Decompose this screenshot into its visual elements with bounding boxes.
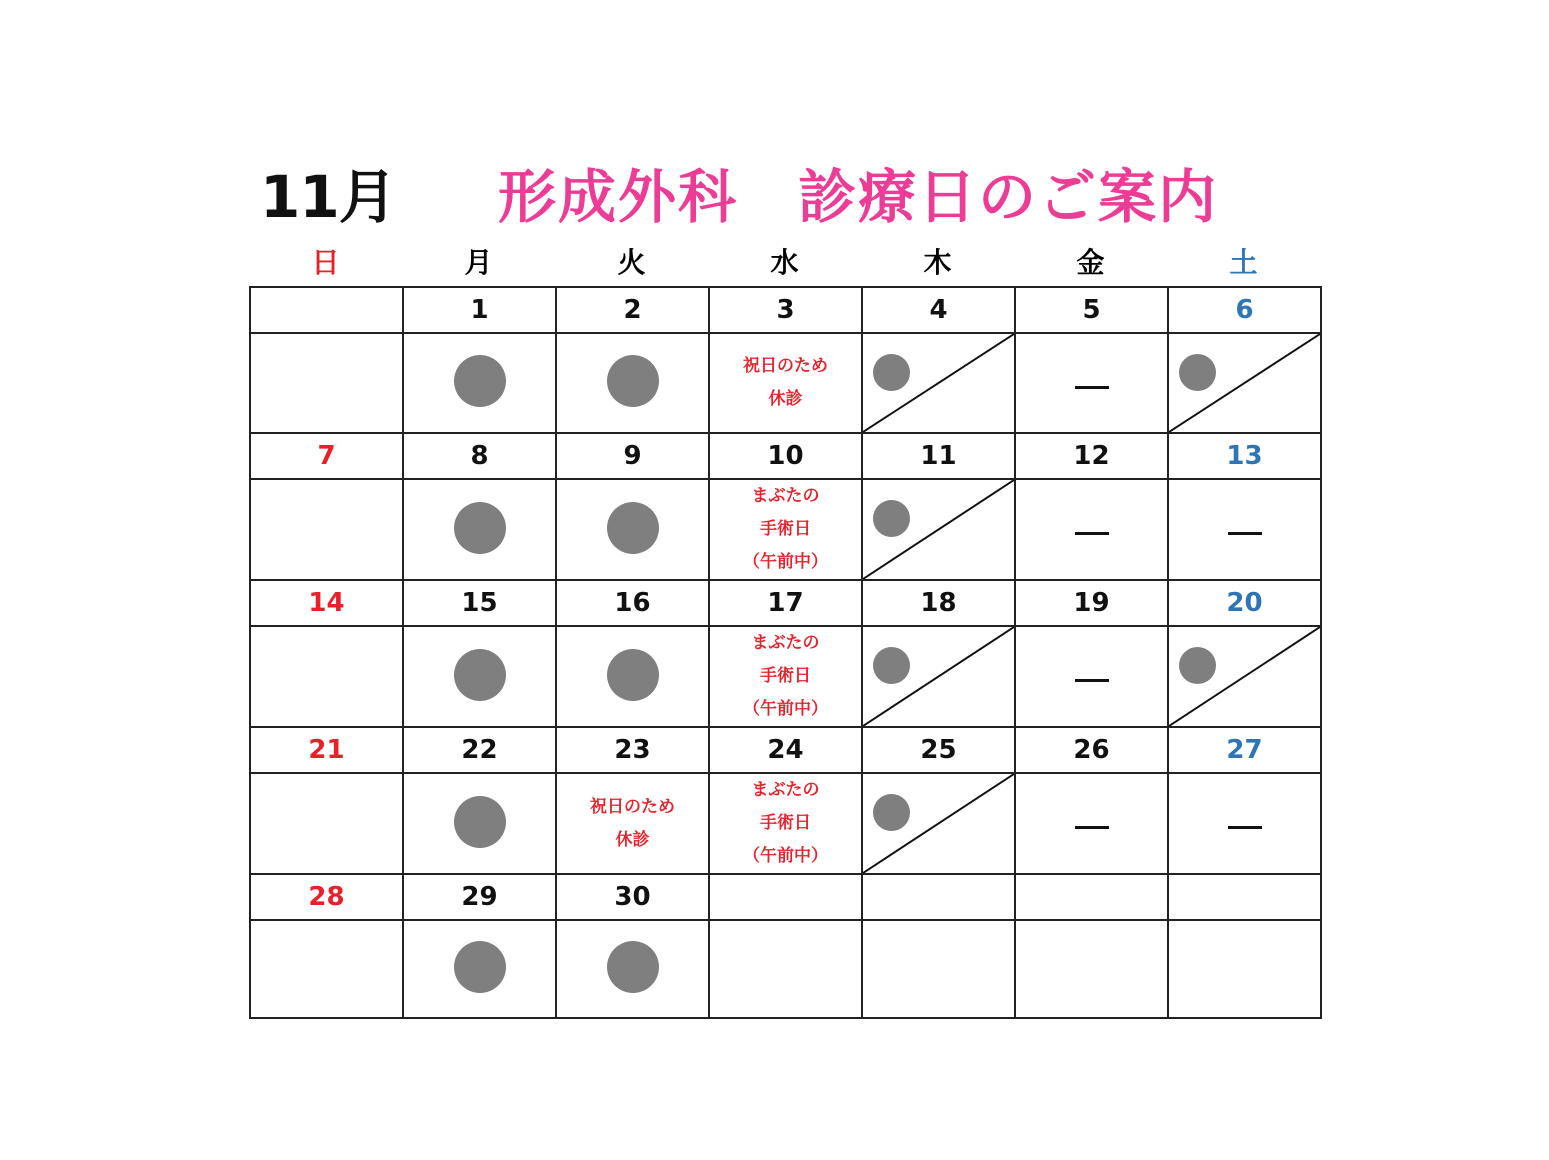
status-cell xyxy=(556,773,709,874)
full-day-circle-icon xyxy=(454,941,506,993)
month-title: 11月 xyxy=(260,163,396,231)
date-cell: 3 xyxy=(709,287,862,333)
status-cell xyxy=(403,773,556,874)
status-cell xyxy=(862,626,1015,727)
date-cell: 28 xyxy=(250,874,403,920)
date-cell: 19 xyxy=(1015,580,1168,626)
status-cell xyxy=(1168,773,1321,874)
weekday-thu: 木 xyxy=(923,246,952,279)
date-cell: 18 xyxy=(862,580,1015,626)
status-row xyxy=(250,333,1321,433)
status-cell xyxy=(556,920,709,1018)
closure-note: まぶたの 手術日 （午前中） xyxy=(743,780,828,866)
status-cell xyxy=(862,920,1015,1018)
full-day-circle-icon xyxy=(607,649,659,701)
status-cell xyxy=(1168,626,1321,727)
status-row xyxy=(250,920,1321,1018)
date-cell: 23 xyxy=(556,727,709,773)
status-cell xyxy=(862,479,1015,580)
status-cell xyxy=(1015,920,1168,1018)
half-day-circle-icon xyxy=(1179,354,1216,391)
date-cell: 20 xyxy=(1168,580,1321,626)
date-cell: 25 xyxy=(862,727,1015,773)
date-cell xyxy=(1168,874,1321,920)
half-day-circle-icon xyxy=(1179,647,1216,684)
status-cell xyxy=(556,626,709,727)
closed-dash-icon xyxy=(1228,826,1262,829)
status-cell xyxy=(709,773,862,874)
status-cell xyxy=(403,920,556,1018)
full-day-circle-icon xyxy=(454,649,506,701)
status-cell xyxy=(250,626,403,727)
status-cell xyxy=(1015,479,1168,580)
date-cell: 14 xyxy=(250,580,403,626)
closed-dash-icon xyxy=(1075,679,1109,682)
full-day-circle-icon xyxy=(607,941,659,993)
status-cell xyxy=(1168,479,1321,580)
closure-note: 祝日のため 休診 xyxy=(590,796,675,850)
date-cell: 6 xyxy=(1168,287,1321,333)
date-cell: 8 xyxy=(403,433,556,479)
date-cell: 1 xyxy=(403,287,556,333)
date-row xyxy=(250,580,1321,626)
status-cell xyxy=(1015,773,1168,874)
full-day-circle-icon xyxy=(607,355,659,407)
date-cell: 17 xyxy=(709,580,862,626)
date-row xyxy=(250,433,1321,479)
status-cell xyxy=(709,920,862,1018)
date-cell: 21 xyxy=(250,727,403,773)
weekday-mon: 月 xyxy=(464,246,493,279)
weekday-tue: 火 xyxy=(617,246,646,279)
status-row xyxy=(250,479,1321,580)
status-row xyxy=(250,773,1321,874)
full-day-circle-icon xyxy=(454,355,506,407)
calendar-grid xyxy=(249,286,1322,1019)
status-cell xyxy=(1168,333,1321,433)
closed-dash-icon xyxy=(1075,532,1109,535)
status-cell xyxy=(403,626,556,727)
status-cell xyxy=(1015,333,1168,433)
date-cell xyxy=(709,874,862,920)
status-cell xyxy=(403,479,556,580)
status-cell xyxy=(556,333,709,433)
page-title: 形成外科 診療日のご案内 xyxy=(498,163,1219,231)
closed-dash-icon xyxy=(1075,826,1109,829)
date-cell: 24 xyxy=(709,727,862,773)
date-cell: 29 xyxy=(403,874,556,920)
status-cell xyxy=(250,333,403,433)
date-row xyxy=(250,727,1321,773)
closure-note: まぶたの 手術日 （午前中） xyxy=(743,486,828,572)
closed-dash-icon xyxy=(1228,532,1262,535)
status-cell xyxy=(403,333,556,433)
status-cell xyxy=(1015,626,1168,727)
date-cell: 22 xyxy=(403,727,556,773)
status-cell xyxy=(862,773,1015,874)
status-cell xyxy=(1168,920,1321,1018)
status-cell xyxy=(250,479,403,580)
date-cell: 5 xyxy=(1015,287,1168,333)
date-cell: 7 xyxy=(250,433,403,479)
half-day-circle-icon xyxy=(873,354,910,391)
status-cell xyxy=(556,479,709,580)
full-day-circle-icon xyxy=(454,502,506,554)
status-cell xyxy=(250,920,403,1018)
full-day-circle-icon xyxy=(607,502,659,554)
date-cell: 26 xyxy=(1015,727,1168,773)
closure-note: 祝日のため 休診 xyxy=(743,356,828,409)
date-cell: 16 xyxy=(556,580,709,626)
date-row xyxy=(250,287,1321,333)
date-cell: 4 xyxy=(862,287,1015,333)
full-day-circle-icon xyxy=(454,796,506,848)
date-cell: 15 xyxy=(403,580,556,626)
half-day-circle-icon xyxy=(873,500,910,537)
weekday-header xyxy=(249,243,1320,283)
status-row xyxy=(250,626,1321,727)
closed-dash-icon xyxy=(1075,386,1109,389)
date-cell: 13 xyxy=(1168,433,1321,479)
status-cell xyxy=(709,626,862,727)
status-cell xyxy=(250,773,403,874)
weekday-sat: 土 xyxy=(1229,246,1258,279)
weekday-fri: 金 xyxy=(1076,246,1105,279)
date-cell xyxy=(1015,874,1168,920)
date-cell xyxy=(250,287,403,333)
status-cell xyxy=(862,333,1015,433)
half-day-circle-icon xyxy=(873,647,910,684)
date-cell: 12 xyxy=(1015,433,1168,479)
date-cell xyxy=(862,874,1015,920)
status-cell xyxy=(709,479,862,580)
date-cell: 2 xyxy=(556,287,709,333)
status-cell xyxy=(709,333,862,433)
date-cell: 27 xyxy=(1168,727,1321,773)
half-day-circle-icon xyxy=(873,794,910,831)
weekday-wed: 水 xyxy=(770,246,799,279)
closure-note: まぶたの 手術日 （午前中） xyxy=(743,633,828,719)
date-cell: 10 xyxy=(709,433,862,479)
date-cell: 9 xyxy=(556,433,709,479)
weekday-sun: 日 xyxy=(311,246,340,279)
date-cell: 30 xyxy=(556,874,709,920)
date-row xyxy=(250,874,1321,920)
date-cell: 11 xyxy=(862,433,1015,479)
